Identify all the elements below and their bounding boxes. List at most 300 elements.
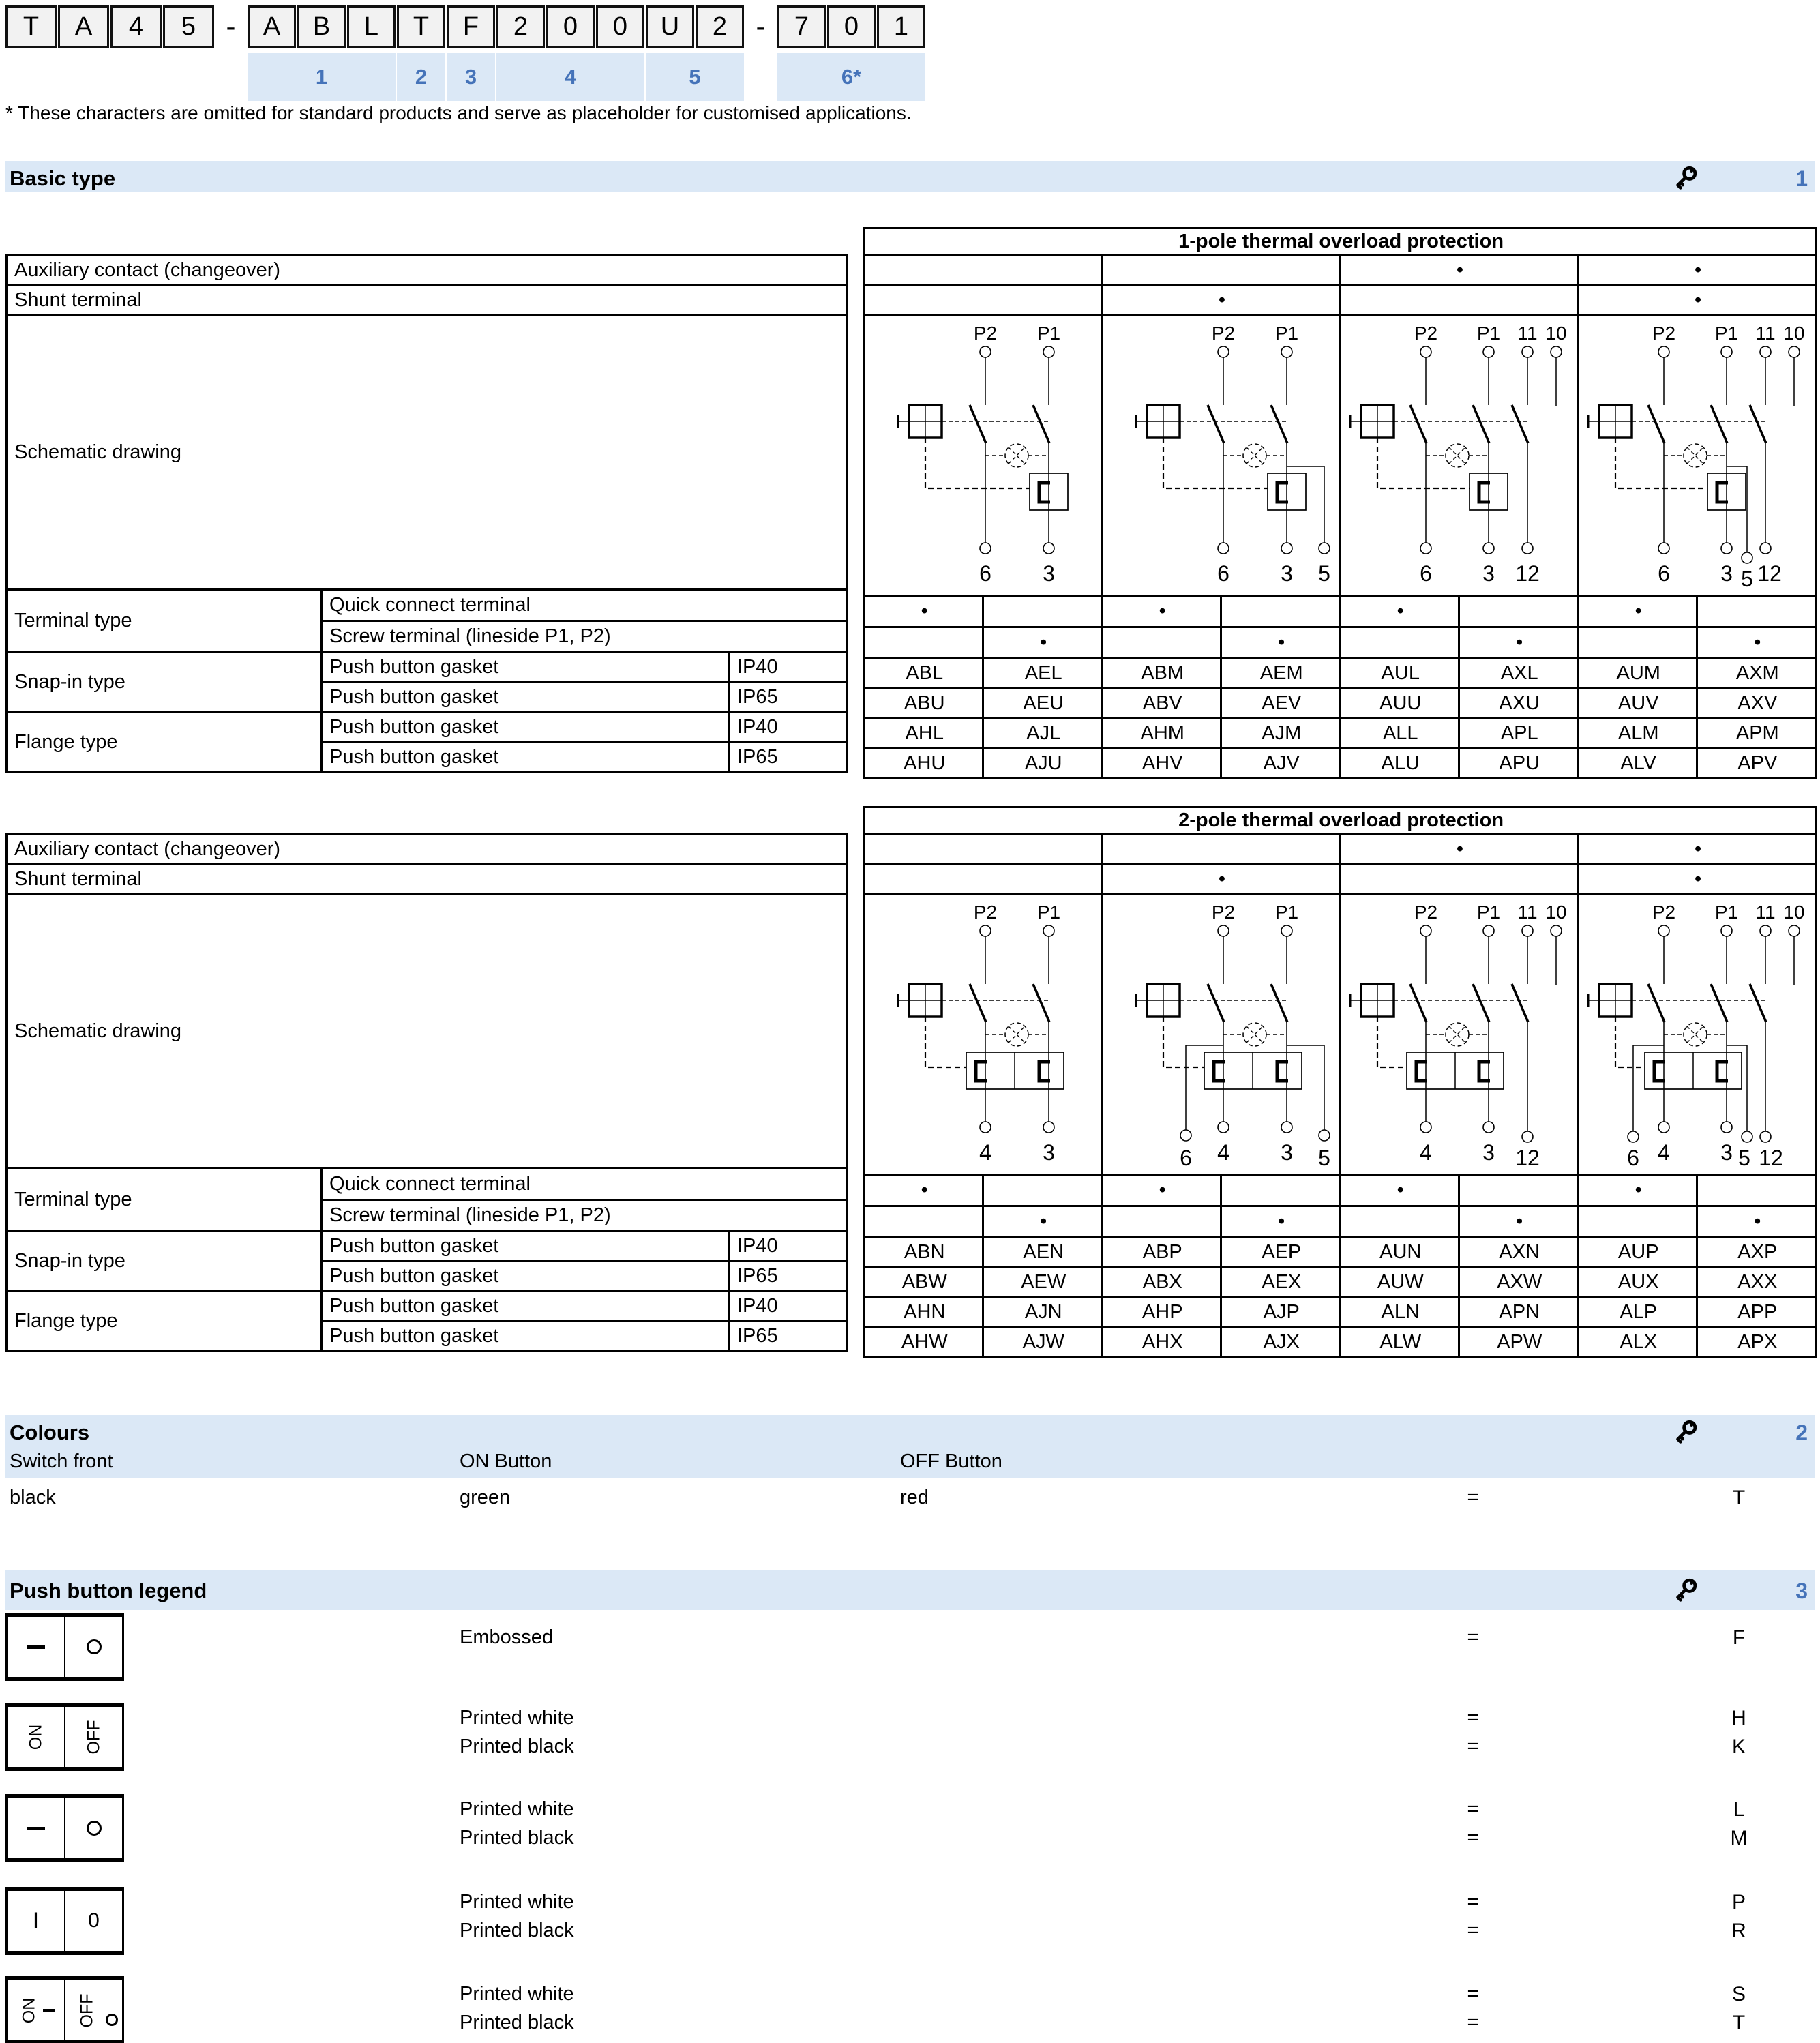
screw-dot: • (1221, 1206, 1340, 1238)
quick-dot (1697, 596, 1816, 627)
option-code: H (1731, 1707, 1746, 1729)
terminal-label: 4 (1658, 1140, 1670, 1165)
equals-sign: = (1467, 1798, 1479, 1820)
row-label-gasket: Push button gasket (322, 1262, 730, 1292)
row-label-gasket: Push button gasket (322, 1232, 730, 1262)
table-header: 2-pole thermal overload protection (864, 807, 1816, 835)
position-label: 2 (397, 53, 445, 101)
order-code: ABW (864, 1268, 983, 1298)
order-code: AJN (983, 1298, 1102, 1328)
code-char: L (347, 5, 396, 48)
column-header: Switch front (10, 1450, 113, 1472)
option-code: R (1731, 1920, 1746, 1942)
row-label-quick: Quick connect terminal (322, 590, 847, 621)
legend-label: Printed black (460, 1735, 574, 1757)
order-code: AJL (983, 719, 1102, 749)
row-label-ip40: IP40 (730, 653, 847, 683)
order-code: AXM (1697, 659, 1816, 689)
option-code: T (1732, 2012, 1746, 2034)
order-code: AUX (1578, 1268, 1697, 1298)
row-label-ip65: IP65 (730, 1322, 847, 1352)
basic-type-right-table-2pole (863, 806, 1817, 1358)
schematic-1pole-aux (1347, 318, 1578, 589)
row-label-shunt: Shunt terminal (7, 865, 847, 895)
terminal-label: P1 (1476, 901, 1501, 923)
order-code: AJX (1221, 1328, 1340, 1358)
quick-dot: • (1340, 596, 1459, 627)
off-text: OFF (84, 1720, 103, 1754)
order-code: ALW (1340, 1328, 1459, 1358)
screw-dot: • (1697, 627, 1816, 659)
button-symbol-box (5, 1613, 124, 1681)
screw-dot (864, 627, 983, 659)
quick-dot: • (864, 1175, 983, 1206)
code-char: A (248, 5, 296, 48)
order-code: AUN (1340, 1238, 1459, 1268)
terminal-label: 6 (979, 561, 991, 586)
quick-dot (983, 596, 1102, 627)
legend-label: Printed white (460, 1707, 574, 1729)
schematic-2pole-aux-shunt (1585, 897, 1816, 1168)
code-char: U (646, 5, 694, 48)
equals-sign: = (1467, 1735, 1479, 1757)
terminal-label: P1 (1036, 901, 1061, 923)
order-code: AXP (1697, 1238, 1816, 1268)
button-symbol-box (5, 1887, 124, 1955)
code-char: A (58, 5, 109, 48)
shunt-dot (1340, 286, 1578, 316)
legend-label: Embossed (460, 1626, 554, 1648)
order-code: ALL (1340, 719, 1459, 749)
terminal-label: 5 (1318, 561, 1330, 586)
screw-dot (1340, 1206, 1459, 1238)
terminal-label: 12 (1515, 561, 1540, 586)
shunt-dot (1340, 865, 1578, 895)
colours-row (5, 1487, 1815, 1517)
row-label-shunt: Shunt terminal (7, 286, 847, 316)
section-title: Colours (10, 1420, 90, 1444)
equals-sign: = (1467, 1487, 1479, 1508)
code-char: 0 (827, 5, 876, 48)
off-button-value: red (900, 1487, 929, 1508)
row-label-ip65: IP65 (730, 683, 847, 713)
terminal-label: P1 (1036, 323, 1061, 344)
quick-dot: • (1578, 596, 1697, 627)
quick-dot (983, 1175, 1102, 1206)
key-icon (1671, 1418, 1700, 1446)
order-code: AXL (1459, 659, 1578, 689)
order-code: APV (1697, 749, 1816, 779)
code-char: 7 (777, 5, 826, 48)
option-code: S (1731, 1983, 1746, 2005)
terminal-label: 3 (1482, 1140, 1495, 1165)
option-code: F (1732, 1626, 1746, 1649)
row-label-aux: Auxiliary contact (changeover) (7, 835, 847, 865)
schematic-2pole-shunt (1109, 897, 1340, 1168)
terminal-label: 3 (1281, 1140, 1293, 1165)
section-number: 2 (1795, 1420, 1808, 1445)
code-char: T (5, 5, 57, 48)
terminal-label: 5 (1318, 1146, 1330, 1168)
aux-dot: • (1340, 835, 1578, 865)
terminal-label: 4 (1420, 1140, 1432, 1165)
order-code: AJV (1221, 749, 1340, 779)
terminal-label: 11 (1755, 901, 1776, 923)
quick-dot: • (1340, 1175, 1459, 1206)
section-bar-colours (5, 1415, 1815, 1478)
basic-type-right-table-1pole (863, 227, 1817, 779)
schematic-cell (1578, 895, 1816, 1175)
aux-dot: • (1578, 835, 1816, 865)
row-label-gasket: Push button gasket (322, 683, 730, 713)
terminal-label: 11 (1517, 323, 1538, 344)
schematic-cell (1340, 316, 1578, 596)
terminal-label: 12 (1757, 561, 1782, 586)
aux-dot (864, 835, 1102, 865)
shunt-dot: • (1102, 865, 1340, 895)
terminal-label: 6 (1420, 561, 1432, 586)
terminal-label: 10 (1545, 323, 1567, 344)
order-code: AEP (1221, 1238, 1340, 1268)
terminal-label: P1 (1714, 901, 1739, 923)
aux-dot: • (1340, 256, 1578, 286)
terminal-label: 3 (1482, 561, 1495, 586)
terminal-label: 10 (1783, 901, 1805, 923)
row-label-ip65: IP65 (730, 743, 847, 773)
code-char: B (297, 5, 346, 48)
section-number: 3 (1795, 1579, 1808, 1603)
ordering-code (5, 5, 925, 101)
legend-entry (5, 1794, 1815, 1862)
screw-dot: • (983, 1206, 1102, 1238)
order-code: AEL (983, 659, 1102, 689)
equals-sign: = (1467, 1891, 1479, 1913)
screw-dot: • (1459, 1206, 1578, 1238)
code-separator: - (226, 10, 236, 42)
terminal-label: 3 (1720, 1140, 1733, 1165)
basic-type-left-table-2pole (5, 833, 848, 1352)
order-code: AXU (1459, 689, 1578, 719)
order-code: AHN (864, 1298, 983, 1328)
equals-sign: = (1467, 1920, 1479, 1941)
terminal-label: 3 (1043, 1140, 1055, 1165)
terminal-label: 10 (1545, 901, 1567, 923)
shunt-dot: • (1578, 865, 1816, 895)
order-code: ABX (1102, 1268, 1221, 1298)
terminal-label: 6 (1180, 1146, 1192, 1168)
row-label-terminal-type: Terminal type (7, 590, 322, 653)
screw-dot (1340, 627, 1459, 659)
code-char: 5 (163, 5, 214, 48)
code-char: T (397, 5, 445, 48)
order-code: APW (1459, 1328, 1578, 1358)
order-code: AHP (1102, 1298, 1221, 1328)
on-text: ON (19, 1997, 38, 2023)
terminal-label: 4 (1217, 1140, 1229, 1165)
order-code: ALM (1578, 719, 1697, 749)
order-code: APM (1697, 719, 1816, 749)
option-code: P (1731, 1891, 1746, 1913)
row-label-terminal-type: Terminal type (7, 1169, 322, 1232)
schematic-1pole-basic (871, 318, 1102, 589)
section-title: Basic type (10, 166, 116, 190)
order-code: APL (1459, 719, 1578, 749)
row-label-snap-in: Snap-in type (7, 653, 322, 713)
row-label-flange: Flange type (7, 1292, 322, 1352)
terminal-label: 6 (1658, 561, 1670, 586)
code-char: 0 (546, 5, 595, 48)
order-code: ALV (1578, 749, 1697, 779)
row-label-snap-in: Snap-in type (7, 1232, 322, 1292)
terminal-label: P1 (1274, 323, 1299, 344)
quick-dot: • (1102, 1175, 1221, 1206)
order-code: ABV (1102, 689, 1221, 719)
shunt-dot (864, 286, 1102, 316)
schematic-2pole-aux (1347, 897, 1578, 1168)
terminal-label: 6 (1217, 561, 1229, 586)
button-symbol-box (5, 1794, 124, 1862)
circle-symbol (87, 1821, 102, 1836)
order-code: ABU (864, 689, 983, 719)
quick-dot (1221, 1175, 1340, 1206)
dash-symbol (43, 2009, 55, 2012)
row-label-ip65: IP65 (730, 1262, 847, 1292)
on-text: ON (26, 1724, 45, 1750)
order-code: APN (1459, 1298, 1578, 1328)
terminal-label: 10 (1783, 323, 1805, 344)
terminal-label: P2 (1211, 901, 1236, 923)
order-code: ABN (864, 1238, 983, 1268)
terminal-label: 3 (1281, 561, 1293, 586)
order-code: AHW (864, 1328, 983, 1358)
circle-symbol (87, 1639, 102, 1654)
terminal-label: P2 (1414, 323, 1438, 344)
code-char: 1 (877, 5, 925, 48)
terminal-label: P2 (1652, 323, 1676, 344)
terminal-label: 11 (1755, 323, 1776, 344)
row-label-quick: Quick connect terminal (322, 1169, 847, 1200)
legend-label: Printed white (460, 1983, 574, 2005)
quick-dot (1459, 596, 1578, 627)
legend-label: Printed black (460, 2012, 574, 2033)
equals-sign: = (1467, 1983, 1479, 2005)
screw-dot: • (1459, 627, 1578, 659)
order-code: AHV (1102, 749, 1221, 779)
order-code: AEW (983, 1268, 1102, 1298)
schematic-cell (864, 316, 1102, 596)
order-code: APU (1459, 749, 1578, 779)
order-code: AJU (983, 749, 1102, 779)
order-code: ABM (1102, 659, 1221, 689)
option-code: L (1733, 1798, 1745, 1821)
order-code: ABP (1102, 1238, 1221, 1268)
quick-dot (1697, 1175, 1816, 1206)
i-symbol: I (32, 1907, 40, 1934)
order-code: AUU (1340, 689, 1459, 719)
aux-dot: • (1578, 256, 1816, 286)
position-label: 3 (447, 53, 495, 101)
quick-dot: • (1102, 596, 1221, 627)
order-code: AHX (1102, 1328, 1221, 1358)
table-header: 1-pole thermal overload protection (864, 228, 1816, 256)
schematic-1pole-aux-shunt (1585, 318, 1816, 589)
quick-dot (1459, 1175, 1578, 1206)
row-label-flange: Flange type (7, 713, 322, 773)
terminal-label: 3 (1720, 561, 1733, 586)
key-icon (1671, 164, 1700, 192)
order-code: AUM (1578, 659, 1697, 689)
row-label-ip40: IP40 (730, 1292, 847, 1322)
order-code: AXV (1697, 689, 1816, 719)
option-code: K (1731, 1735, 1746, 1758)
order-code: AUP (1578, 1238, 1697, 1268)
order-code: AUL (1340, 659, 1459, 689)
schematic-cell (1102, 895, 1340, 1175)
order-code: APX (1697, 1328, 1816, 1358)
row-label-ip40: IP40 (730, 1232, 847, 1262)
terminal-label: P1 (1476, 323, 1501, 344)
row-label-gasket: Push button gasket (322, 743, 730, 773)
legend-label: Printed white (460, 1891, 574, 1913)
terminal-label: 11 (1517, 901, 1538, 923)
shunt-dot (864, 865, 1102, 895)
order-code: ALX (1578, 1328, 1697, 1358)
code-char: F (447, 5, 495, 48)
on-button-value: green (460, 1487, 511, 1508)
terminal-label: P2 (1414, 901, 1438, 923)
footnote: * These characters are omitted for standard products and serve as placeholder for customised applications. (5, 102, 912, 123)
position-label: 1 (248, 53, 396, 101)
legend-entry (5, 1887, 1815, 1955)
code-separator: - (756, 10, 766, 42)
schematic-2pole-basic (871, 897, 1102, 1168)
section-number: 1 (1795, 166, 1808, 191)
terminal-label: 4 (979, 1140, 991, 1165)
circle-symbol (106, 2014, 118, 2026)
legend-entry (5, 1613, 1815, 1681)
code-char: 2 (496, 5, 545, 48)
legend-entry (5, 1703, 1815, 1771)
code-char: 4 (110, 5, 162, 48)
row-label-gasket: Push button gasket (322, 713, 730, 743)
row-label-gasket: Push button gasket (322, 653, 730, 683)
order-code: AEX (1221, 1268, 1340, 1298)
basic-type-left-table-1pole (5, 254, 848, 773)
section-bar-basic-type (5, 161, 1815, 192)
order-code: AXX (1697, 1268, 1816, 1298)
dash-symbol (27, 1645, 45, 1649)
screw-dot (1102, 1206, 1221, 1238)
order-code: AHM (1102, 719, 1221, 749)
position-label: 6* (777, 53, 925, 101)
order-code: AHU (864, 749, 983, 779)
terminal-label: P1 (1274, 901, 1299, 923)
equals-sign: = (1467, 1626, 1479, 1648)
legend-label: Printed white (460, 1798, 574, 1820)
option-code: T (1732, 1487, 1746, 1509)
schematic-cell (1102, 316, 1340, 596)
schematic-1pole-shunt (1109, 318, 1340, 589)
code-char: 0 (596, 5, 644, 48)
terminal-label: 3 (1043, 561, 1055, 586)
column-header: OFF Button (900, 1450, 1002, 1472)
position-label: 5 (646, 53, 744, 101)
terminal-label: 12 (1515, 1146, 1540, 1168)
section-title: Push button legend (10, 1579, 207, 1602)
equals-sign: = (1467, 2012, 1479, 2033)
order-code: AJM (1221, 719, 1340, 749)
schematic-cell (864, 895, 1102, 1175)
order-code: AUW (1340, 1268, 1459, 1298)
terminal-label: P1 (1714, 323, 1739, 344)
zero-symbol: 0 (88, 1909, 100, 1932)
order-code: ABL (864, 659, 983, 689)
terminal-label: 6 (1627, 1146, 1639, 1168)
screw-dot (1578, 1206, 1697, 1238)
row-label-screw: Screw terminal (lineside P1, P2) (322, 1200, 847, 1232)
quick-dot: • (864, 596, 983, 627)
order-code: AEN (983, 1238, 1102, 1268)
order-code: AUV (1578, 689, 1697, 719)
row-label-schematic: Schematic drawing (7, 895, 847, 1169)
off-text: OFF (77, 1993, 96, 2027)
screw-dot: • (1221, 627, 1340, 659)
order-code: ALP (1578, 1298, 1697, 1328)
aux-dot (864, 256, 1102, 286)
order-code: APP (1697, 1298, 1816, 1328)
switch-front-value: black (10, 1487, 56, 1508)
legend-label: Printed black (460, 1920, 574, 1941)
row-label-gasket: Push button gasket (322, 1292, 730, 1322)
screw-dot (864, 1206, 983, 1238)
order-code: AEV (1221, 689, 1340, 719)
screw-dot (1578, 627, 1697, 659)
legend-entry (5, 1976, 1815, 2043)
order-code: AJW (983, 1328, 1102, 1358)
order-code: AXN (1459, 1238, 1578, 1268)
terminal-label: 5 (1738, 1146, 1750, 1168)
terminal-label: P2 (973, 323, 998, 344)
schematic-cell (1340, 895, 1578, 1175)
screw-dot: • (983, 627, 1102, 659)
legend-label: Printed black (460, 1827, 574, 1849)
terminal-label: P2 (1652, 901, 1676, 923)
section-bar-push-button-legend (5, 1570, 1815, 1610)
option-code: M (1730, 1827, 1748, 1849)
terminal-label: P2 (1211, 323, 1236, 344)
shunt-dot: • (1578, 286, 1816, 316)
row-label-schematic: Schematic drawing (7, 316, 847, 590)
order-code: ALN (1340, 1298, 1459, 1328)
aux-dot (1102, 256, 1340, 286)
terminal-label: 12 (1759, 1146, 1783, 1168)
schematic-cell (1578, 316, 1816, 596)
key-icon (1671, 1576, 1700, 1605)
quick-dot: • (1578, 1175, 1697, 1206)
row-label-gasket: Push button gasket (322, 1322, 730, 1352)
order-code: AJP (1221, 1298, 1340, 1328)
row-label-screw: Screw terminal (lineside P1, P2) (322, 621, 847, 653)
dash-symbol (27, 1827, 45, 1830)
code-char: 2 (696, 5, 744, 48)
position-label: 4 (496, 53, 644, 101)
row-label-aux: Auxiliary contact (changeover) (7, 256, 847, 286)
order-code: AEU (983, 689, 1102, 719)
quick-dot (1221, 596, 1340, 627)
terminal-label: 5 (1741, 567, 1753, 589)
equals-sign: = (1467, 1707, 1479, 1729)
order-code: AHL (864, 719, 983, 749)
